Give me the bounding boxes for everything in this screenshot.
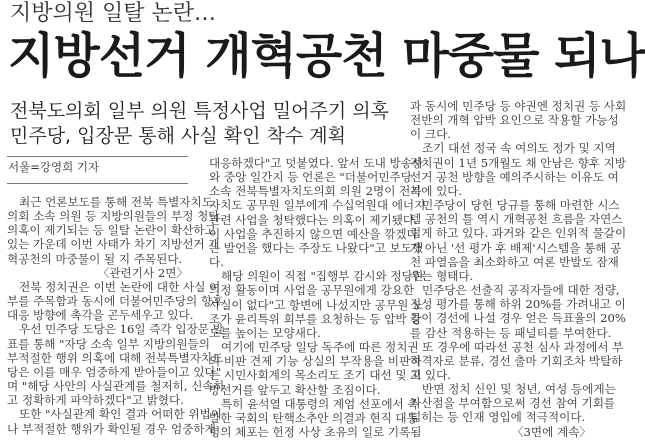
body-text-line: 도를 높이는 모양새다.: [209, 325, 321, 340]
body-text-line: 전반의 개혁 압박 요인으로 작용할 가능성: [410, 113, 619, 128]
body-text-line: 반면 정치 신인 및 청년, 여성 등에게는: [422, 382, 616, 397]
body-text-line: 부적절한 행위 의혹에 대해 전북특별자치도: [7, 350, 224, 365]
column-3: [410, 99, 627, 439]
body-text-line: 와 중앙 일간지 등 언론은 "더불어민주당: [209, 170, 412, 185]
body-text-line: 들이 경선에 나설 경우 얻은 득표율의 20%: [410, 311, 626, 326]
body-text-line: 민주당은 선출직 공직자들에 대한 정량,: [422, 283, 620, 298]
body-text-line: 표를 통해 "자당 소속 일부 지방의원들의: [7, 336, 210, 351]
byline-bottom-rule: [7, 183, 188, 184]
body-text-line: 소속 전북특별자치도의회 의원 2명이 전북: [209, 184, 422, 199]
body-text-line: 령의 체포는 헌정 사상 초유의 일로 기록됨: [209, 424, 422, 439]
body-text-line: 선거 공천 방향을 예의주시하는 이유도 여: [410, 169, 619, 184]
kicker: 지방의원 일탈 논란…: [10, 1, 217, 26]
body-text-line: 의회 소속 의원 등 지방의원들의 부정 청탁: [7, 209, 220, 224]
body-text-line: 템 공천의 틀 역시 개혁공천 흐름을 자연스: [410, 212, 623, 227]
body-text-line: 넓히는 등 인재 영입에 적극적이다.: [410, 410, 586, 425]
body-text-line: 과 동시에 민주당 등 야권엔 정치권 등 사회: [410, 99, 627, 113]
body-text-line: 정치권이 1년 5개월도 채 안남은 향후 지방: [410, 155, 627, 170]
body-text-line: 는 시민사회계의 목소리도 조기 대선 및 지: [209, 368, 422, 383]
body-text-line: 조기 대선 정국 속 여의도 정가 및 지역: [422, 141, 616, 156]
body-text-line: 당은 이를 매우 엄중하게 받아들이고 있다": [7, 364, 222, 379]
body-text-line: 관련 사업을 청탁했다는 의혹이 제기됐다.: [209, 212, 418, 227]
body-text-line: 럽게 하고 있다. 과거와 같은 인위적 물갈이: [410, 226, 627, 241]
body-text-line: 여기에 민주당 일당 독주에 따른 정치권: [221, 340, 419, 355]
body-text-line: 고 정확하게 파악하겠다"고 밝혔다.: [7, 393, 184, 408]
headline: 지방선거 개혁공천 마중물 되나: [8, 28, 645, 84]
body-text-line: 이 사업을 추진하지 않으면 예산을 깎겠다: [209, 226, 418, 241]
body-text-line: 있는 가운데 이번 사태가 차기 지방선거 개: [7, 237, 220, 252]
body-text-line: 정성 평가를 통해 하위 20%를 가려내고 이: [410, 297, 626, 312]
body-text-line: 는 발언을 했다는 주장도 나왔다"고 보도했: [209, 240, 424, 255]
body-text-line: 우는 형태다.: [410, 268, 474, 283]
body-text-line: 혁공천의 마중물이 될 지 주목된다.: [7, 251, 183, 266]
body-text-line: 기에 있다.: [410, 183, 463, 198]
body-text-line: 특히 윤석열 대통령의 계엄 선포에서 촉: [221, 396, 419, 411]
body-text-line: 다.: [209, 255, 224, 270]
body-text-line: 전북 정치권은 이번 논란에 대한 사실 여: [19, 279, 221, 294]
body-text-line: 가산점을 부여함으로써 경선 참여 기회를: [410, 396, 616, 411]
body-text-line: 부를 주목함과 동시에 더불어민주당의 향후: [7, 294, 224, 309]
body-text-line: 우선 민주당 도당은 16일 즉각 입장문 발: [19, 322, 224, 337]
body-text-line: 나 부적절한 행위가 확인될 경우 엄중하게: [7, 421, 216, 436]
body-text-line: 이 크다.: [410, 127, 451, 142]
body-text-line: 며 "해당 사안의 사실관계를 철저히, 신속하: [7, 379, 225, 394]
byline-top-rule: [7, 156, 188, 157]
body-text-line: 또 경우에 따라선 공천 심사 과정에서 부: [422, 339, 624, 354]
body-text-line: 사실이 없다"고 항변에 나섰지만 공무원 노: [209, 297, 424, 312]
body-text-line: 의정 활동이며 사업을 공무원에게 강요한: [209, 283, 415, 298]
body-text-line: 민주당이 당헌 당규를 통해 마련한 시스: [422, 198, 620, 213]
body-text-line: 의혹이 제기되는 등 일탈 논란이 확산하고: [7, 223, 216, 238]
body-text-line: 의 비판 견제 기능 상실의 부작용을 비판하: [209, 354, 422, 369]
body-text-line: 적격자로 분류, 경선 출마 기회조차 박탈하: [410, 353, 623, 368]
subhead-1: 전북도의회 일부 의원 특정사업 밀어주기 의혹: [10, 100, 389, 122]
body-text-line: 〈관련기사 2면〉: [97, 265, 188, 280]
column-1: [7, 195, 225, 436]
body-text-line: 를 감산 적용하는 등 패널티를 부여한다.: [410, 325, 612, 340]
body-text-line: 조가 윤리특위 회부를 요청하는 등 압박 강: [209, 311, 422, 326]
body-text-line: 자치도 공무원 일부에게 수십억원대 에너지: [209, 198, 426, 213]
body-text-line: 고 있다.: [410, 367, 451, 382]
body-text-line: 천 파열음을 최소화하고 여론 반발도 잠재: [410, 254, 619, 269]
body-text-line: 또한 "사실관계 확인 결과 어떠한 위법이: [19, 407, 222, 422]
column-2: [209, 156, 426, 439]
body-text-line: 〈3면에 계속〉: [511, 424, 591, 439]
body-text-line: 최근 언론보도를 통해 전북 특별자치도: [19, 195, 213, 209]
body-text-line: 대응 방향에 촉각을 곤두세우고 있다.: [7, 308, 194, 323]
body-text-line: 방선거를 앞두고 확산할 조짐이다.: [209, 382, 381, 397]
body-text-line: 대응하겠다"고 덧붙였다. 앞서 도내 방송사: [209, 156, 424, 170]
body-text-line: 해당 의원이 직접 "집행부 감시와 정당한: [221, 269, 424, 284]
body-text-line: 가 아닌 '선 평가 후 배제'시스템을 통해 공: [410, 240, 622, 255]
byline: 서울=강영희 기자: [8, 160, 100, 174]
body-text-line: 발한 국회의 탄핵소추안 의결과 현직 대통: [209, 410, 418, 425]
subhead-2: 민주당, 입장문 통해 사실 확인 착수 계획: [10, 125, 346, 147]
